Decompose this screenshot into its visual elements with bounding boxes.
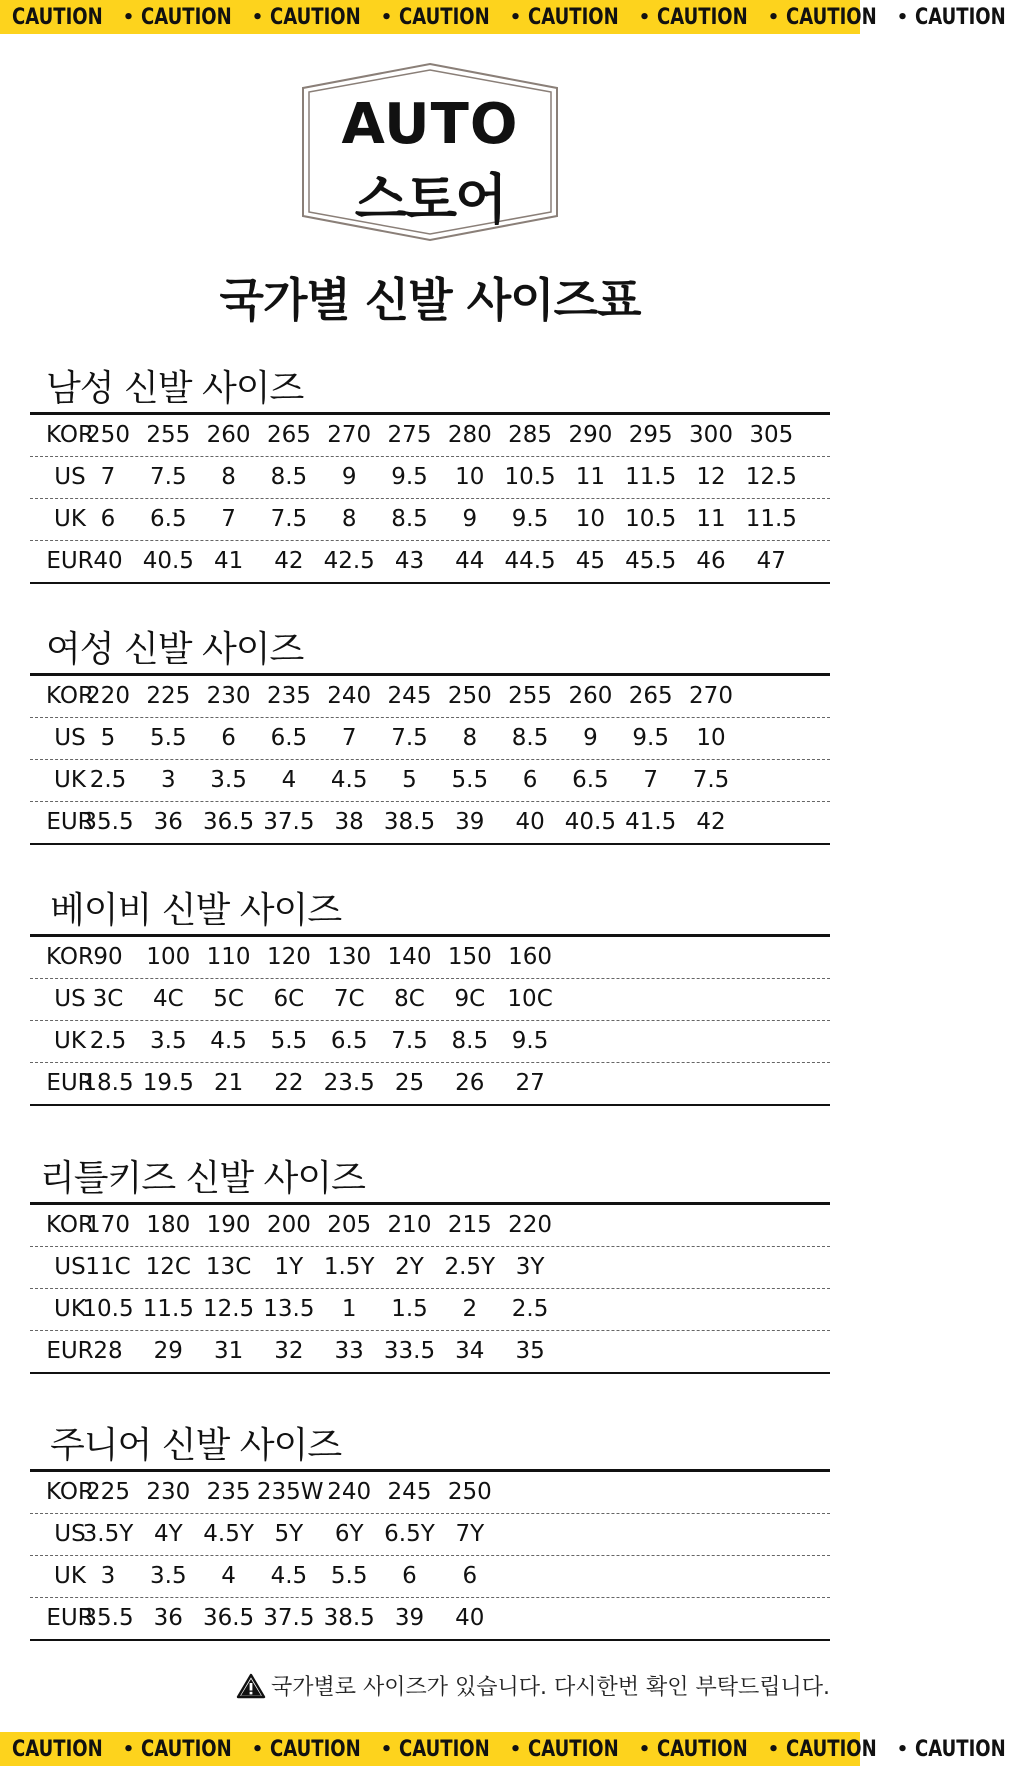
table-cell: 275 <box>387 422 432 448</box>
table-cell: 5 <box>100 725 116 751</box>
table-row <box>30 415 830 457</box>
row-label: UK <box>54 506 86 532</box>
table-cell: 295 <box>628 422 673 448</box>
table-cell: 23.5 <box>323 1070 375 1096</box>
table-cell: 140 <box>387 944 432 970</box>
notice-text: 국가별로 사이즈가 있습니다. 다시한번 확인 부탁드립니다. <box>270 1675 830 1700</box>
table-cell: 8.5 <box>451 1028 489 1054</box>
table-cell: 9C <box>454 986 486 1012</box>
table-cell: 21 <box>213 1070 244 1096</box>
table-cell: 41.5 <box>625 809 677 835</box>
table-cell: 160 <box>508 944 553 970</box>
caution-word: CAUTION <box>528 1736 619 1762</box>
caution-word: CAUTION <box>399 4 490 30</box>
table-cell: 6.5Y <box>384 1521 435 1547</box>
table-cell: 3.5 <box>150 1028 187 1054</box>
section-title: 여성 신발 사이즈 <box>46 629 304 670</box>
table-cell: 1.5Y <box>323 1254 375 1280</box>
table-cell: 6.5 <box>330 1028 368 1054</box>
size-table <box>30 673 830 845</box>
table-cell: 3C <box>92 986 124 1012</box>
caution-word: CAUTION <box>270 4 361 30</box>
table-cell: 5Y <box>274 1521 304 1547</box>
table-cell: 12.5 <box>745 464 797 490</box>
table-cell: 36 <box>153 1605 183 1631</box>
table-row <box>30 541 830 584</box>
table-cell: 6 <box>402 1563 417 1589</box>
caution-word: CAUTION <box>141 4 232 30</box>
table-cell: 27 <box>515 1070 545 1096</box>
page-title: 국가별 신발 사이즈표 <box>219 273 641 327</box>
table-cell: 10 <box>455 464 485 490</box>
size-table <box>30 1469 830 1641</box>
table-cell: 7C <box>333 986 365 1012</box>
table-cell: 8 <box>462 725 478 751</box>
table-cell: 5.5 <box>451 767 489 793</box>
table-cell: 245 <box>387 1479 432 1505</box>
caution-word: CAUTION <box>12 1736 103 1762</box>
table-cell: 240 <box>327 1479 372 1505</box>
caution-banner-bottom <box>0 1732 1006 1766</box>
table-cell: 18.5 <box>82 1070 134 1096</box>
size-table <box>30 1202 830 1374</box>
caution-dot-icon: • <box>509 6 522 28</box>
row-label: KOR <box>46 944 94 970</box>
table-cell: 42.5 <box>323 548 375 574</box>
table-cell: 280 <box>447 422 492 448</box>
table-cell: 305 <box>749 422 794 448</box>
table-cell: 12 <box>696 464 726 490</box>
table-cell: 6 <box>100 506 116 532</box>
row-label: EUR <box>46 1605 94 1631</box>
caution-word: CAUTION <box>12 4 103 30</box>
table-cell: 200 <box>266 1212 311 1238</box>
table-cell: 270 <box>689 683 733 709</box>
table-cell: 32 <box>274 1338 304 1364</box>
row-label: KOR <box>46 422 94 448</box>
table-cell: 45 <box>575 548 606 574</box>
table-cell: 38.5 <box>383 809 436 835</box>
table-cell: 4 <box>221 1563 236 1589</box>
table-cell: 2 <box>462 1296 478 1322</box>
row-label: US <box>54 464 86 490</box>
caution-dot-icon: • <box>122 6 135 28</box>
table-row <box>30 802 830 845</box>
table-cell: 9 <box>341 464 357 490</box>
table-row <box>30 1205 830 1247</box>
size-table <box>30 934 830 1106</box>
table-cell: 8C <box>394 986 425 1012</box>
table-cell: 4Y <box>153 1521 183 1547</box>
table-cell: 3.5 <box>210 767 247 793</box>
table-cell: 3.5 <box>150 1563 187 1589</box>
table-cell: 8.5 <box>511 725 549 751</box>
table-cell: 6C <box>273 986 305 1012</box>
table-cell: 110 <box>206 944 251 970</box>
table-cell: 260 <box>206 422 251 448</box>
table-cell: 250 <box>447 683 492 709</box>
table-row <box>30 1247 830 1289</box>
table-cell: 3 <box>160 767 176 793</box>
table-cell: 120 <box>266 944 311 970</box>
logo-line1: AUTO <box>341 92 519 157</box>
table-cell: 36 <box>153 809 183 835</box>
table-cell: 8 <box>341 506 357 532</box>
table-cell: 6 <box>462 1563 478 1589</box>
table-cell: 225 <box>86 1479 130 1505</box>
table-cell: 170 <box>86 1212 130 1238</box>
table-cell: 150 <box>447 944 492 970</box>
table-cell: 11.5 <box>745 506 797 532</box>
table-cell: 5 <box>402 767 417 793</box>
table-cell: 245 <box>387 683 432 709</box>
table-cell: 2.5Y <box>444 1254 496 1280</box>
table-cell: 5C <box>213 986 244 1012</box>
row-label: KOR <box>46 1212 94 1238</box>
table-cell: 35.5 <box>82 809 134 835</box>
table-cell: 11.5 <box>625 464 677 490</box>
row-label: EUR <box>46 809 94 835</box>
table-cell: 220 <box>86 683 130 709</box>
table-cell: 210 <box>387 1212 432 1238</box>
table-cell: 260 <box>568 683 613 709</box>
table-cell: 22 <box>274 1070 304 1096</box>
table-cell: 6.5 <box>150 506 187 532</box>
caution-banner-top <box>0 0 1006 34</box>
table-cell: 38 <box>334 809 364 835</box>
table-cell: 3.5Y <box>82 1521 134 1547</box>
table-cell: 4 <box>281 767 297 793</box>
table-cell: 255 <box>146 422 191 448</box>
table-cell: 13.5 <box>263 1296 315 1322</box>
row-label: UK <box>54 767 86 793</box>
table-cell: 6 <box>221 725 236 751</box>
table-cell: 220 <box>508 1212 553 1238</box>
table-cell: 215 <box>447 1212 492 1238</box>
table-row <box>30 979 830 1021</box>
table-row <box>30 1331 830 1374</box>
table-cell: 39 <box>455 809 485 835</box>
table-cell: 44 <box>455 548 485 574</box>
table-cell: 40.5 <box>142 548 194 574</box>
table-cell: 4.5 <box>330 767 368 793</box>
table-row <box>30 718 830 760</box>
table-cell: 40 <box>93 548 123 574</box>
table-cell: 9 <box>583 725 598 751</box>
table-cell: 7.5 <box>150 464 187 490</box>
table-cell: 2.5 <box>511 1296 549 1322</box>
caution-dot-icon: • <box>767 6 780 28</box>
table-cell: 300 <box>689 422 733 448</box>
caution-word: CAUTION <box>141 1736 232 1762</box>
table-cell: 37.5 <box>263 809 315 835</box>
table-row <box>30 457 830 499</box>
table-cell: 250 <box>86 422 130 448</box>
table-cell: 7.5 <box>692 767 730 793</box>
table-cell: 235W <box>256 1479 324 1505</box>
table-cell: 290 <box>568 422 613 448</box>
table-row <box>30 676 830 718</box>
table-cell: 11 <box>696 506 726 532</box>
section-title: 리틀키즈 신발 사이즈 <box>40 1158 365 1199</box>
table-cell: 10.5 <box>82 1296 134 1322</box>
caution-dot-icon: • <box>767 1738 780 1760</box>
table-cell: 26 <box>455 1070 485 1096</box>
table-cell: 40 <box>515 809 545 835</box>
table-cell: 11C <box>85 1254 131 1280</box>
table-cell: 255 <box>508 683 553 709</box>
table-row <box>30 1514 830 1556</box>
table-cell: 7 <box>643 767 658 793</box>
table-cell: 8 <box>221 464 236 490</box>
table-cell: 90 <box>93 944 123 970</box>
table-cell: 7Y <box>455 1521 485 1547</box>
caution-dot-icon: • <box>251 6 264 28</box>
table-cell: 2Y <box>395 1254 424 1280</box>
caution-word: CAUTION <box>786 1736 877 1762</box>
table-cell: 1 <box>341 1296 357 1322</box>
section-title: 주니어 신발 사이즈 <box>50 1425 342 1466</box>
row-label: US <box>54 1521 86 1547</box>
table-row <box>30 937 830 979</box>
caution-word: CAUTION <box>657 1736 748 1762</box>
warning-icon <box>237 1673 265 1699</box>
table-cell: 19.5 <box>142 1070 194 1096</box>
caution-word: CAUTION <box>915 1736 1006 1762</box>
table-cell: 7 <box>100 464 116 490</box>
table-cell: 12.5 <box>202 1296 255 1322</box>
table-cell: 7 <box>341 725 357 751</box>
table-cell: 1.5 <box>391 1296 428 1322</box>
table-cell: 38.5 <box>323 1605 375 1631</box>
table-cell: 40.5 <box>564 809 616 835</box>
table-cell: 37.5 <box>263 1605 315 1631</box>
table-cell: 10.5 <box>504 464 556 490</box>
table-cell: 42 <box>274 548 304 574</box>
table-cell: 42 <box>696 809 726 835</box>
table-cell: 7 <box>221 506 236 532</box>
table-row <box>30 1063 830 1106</box>
table-cell: 9.5 <box>391 464 428 490</box>
caution-dot-icon: • <box>896 1738 909 1760</box>
table-cell: 8.5 <box>270 464 308 490</box>
table-cell: 5.5 <box>270 1028 308 1054</box>
table-cell: 4.5 <box>210 1028 247 1054</box>
caution-track <box>12 5 1019 30</box>
caution-dot-icon: • <box>380 1738 393 1760</box>
table-cell: 265 <box>628 683 673 709</box>
logo-line2: 스토어 <box>354 168 506 231</box>
table-cell: 9 <box>462 506 478 532</box>
row-label: US <box>54 725 86 751</box>
table-cell: 8.5 <box>391 506 428 532</box>
row-label: EUR <box>46 1338 94 1364</box>
caution-word: CAUTION <box>915 4 1006 30</box>
row-label: KOR <box>46 683 94 709</box>
table-cell: 44.5 <box>504 548 556 574</box>
table-cell: 45.5 <box>625 548 677 574</box>
notice <box>237 1670 830 1701</box>
section-title: 베이비 신발 사이즈 <box>50 890 342 931</box>
table-cell: 100 <box>146 944 191 970</box>
table-cell: 6Y <box>334 1521 364 1547</box>
table-cell: 235 <box>266 683 311 709</box>
caution-dot-icon: • <box>638 6 651 28</box>
table-cell: 9.5 <box>511 1028 549 1054</box>
table-cell: 43 <box>394 548 425 574</box>
table-cell: 10 <box>575 506 606 532</box>
table-cell: 35.5 <box>82 1605 134 1631</box>
table-cell: 6.5 <box>572 767 609 793</box>
table-cell: 10.5 <box>625 506 677 532</box>
table-cell: 9.5 <box>511 506 549 532</box>
table-cell: 33 <box>334 1338 364 1364</box>
table-cell: 35 <box>515 1338 545 1364</box>
table-cell: 7.5 <box>391 725 428 751</box>
table-cell: 36.5 <box>202 1605 255 1631</box>
row-label: EUR <box>46 548 94 574</box>
table-cell: 2.5 <box>89 1028 127 1054</box>
table-cell: 40 <box>455 1605 485 1631</box>
table-cell: 31 <box>213 1338 244 1364</box>
table-cell: 265 <box>266 422 311 448</box>
table-cell: 12C <box>145 1254 191 1280</box>
table-row <box>30 1556 830 1598</box>
table-cell: 13C <box>205 1254 252 1280</box>
table-cell: 3 <box>100 1563 116 1589</box>
caution-dot-icon: • <box>122 1738 135 1760</box>
table-cell: 11.5 <box>142 1296 194 1322</box>
table-cell: 250 <box>447 1479 492 1505</box>
table-cell: 34 <box>455 1338 485 1364</box>
table-cell: 130 <box>327 944 372 970</box>
size-table <box>30 412 830 584</box>
table-cell: 41 <box>213 548 244 574</box>
caution-dot-icon: • <box>638 1738 651 1760</box>
table-cell: 2.5 <box>89 767 127 793</box>
table-cell: 7.5 <box>270 506 308 532</box>
table-cell: 4.5Y <box>203 1521 254 1547</box>
table-cell: 3Y <box>515 1254 545 1280</box>
table-cell: 9.5 <box>632 725 669 751</box>
table-cell: 10 <box>696 725 726 751</box>
table-row <box>30 499 830 541</box>
row-label: UK <box>54 1296 86 1322</box>
row-label: US <box>54 1254 86 1280</box>
caution-word: CAUTION <box>786 4 877 30</box>
table-cell: 240 <box>327 683 372 709</box>
table-row <box>30 1598 830 1641</box>
caution-word: CAUTION <box>657 4 748 30</box>
table-cell: 4C <box>152 986 184 1012</box>
table-cell: 5.5 <box>150 725 187 751</box>
table-cell: 270 <box>327 422 372 448</box>
section-title: 남성 신발 사이즈 <box>46 368 304 409</box>
table-cell: 225 <box>146 683 191 709</box>
table-cell: 230 <box>146 1479 191 1505</box>
store-logo <box>301 62 559 242</box>
table-row <box>30 760 830 802</box>
table-cell: 46 <box>696 548 726 574</box>
table-cell: 285 <box>508 422 553 448</box>
table-cell: 205 <box>327 1212 372 1238</box>
table-cell: 10C <box>507 986 553 1012</box>
table-cell: 25 <box>394 1070 425 1096</box>
table-cell: 6 <box>522 767 538 793</box>
row-label: EUR <box>46 1070 94 1096</box>
table-cell: 4.5 <box>270 1563 308 1589</box>
row-label: UK <box>54 1563 86 1589</box>
table-cell: 6.5 <box>270 725 308 751</box>
caution-dot-icon: • <box>380 6 393 28</box>
table-cell: 235 <box>206 1479 251 1505</box>
table-cell: 47 <box>756 548 786 574</box>
table-cell: 5.5 <box>330 1563 368 1589</box>
table-cell: 230 <box>206 683 251 709</box>
table-cell: 180 <box>146 1212 191 1238</box>
caution-word: CAUTION <box>270 1736 361 1762</box>
caution-word: CAUTION <box>399 1736 490 1762</box>
table-row <box>30 1472 830 1514</box>
table-cell: 11 <box>575 464 606 490</box>
caution-dot-icon: • <box>509 1738 522 1760</box>
caution-word: CAUTION <box>528 4 619 30</box>
table-cell: 36.5 <box>202 809 255 835</box>
row-label: KOR <box>46 1479 94 1505</box>
table-cell: 29 <box>153 1338 183 1364</box>
row-label: US <box>54 986 86 1012</box>
caution-track <box>12 1737 1019 1762</box>
table-cell: 7.5 <box>391 1028 428 1054</box>
table-row <box>30 1289 830 1331</box>
table-cell: 28 <box>93 1338 123 1364</box>
table-cell: 39 <box>394 1605 425 1631</box>
table-cell: 1Y <box>274 1254 304 1280</box>
row-label: UK <box>54 1028 86 1054</box>
caution-dot-icon: • <box>251 1738 264 1760</box>
caution-dot-icon: • <box>896 6 909 28</box>
table-cell: 190 <box>206 1212 251 1238</box>
table-row <box>30 1021 830 1063</box>
table-cell: 33.5 <box>383 1338 436 1364</box>
